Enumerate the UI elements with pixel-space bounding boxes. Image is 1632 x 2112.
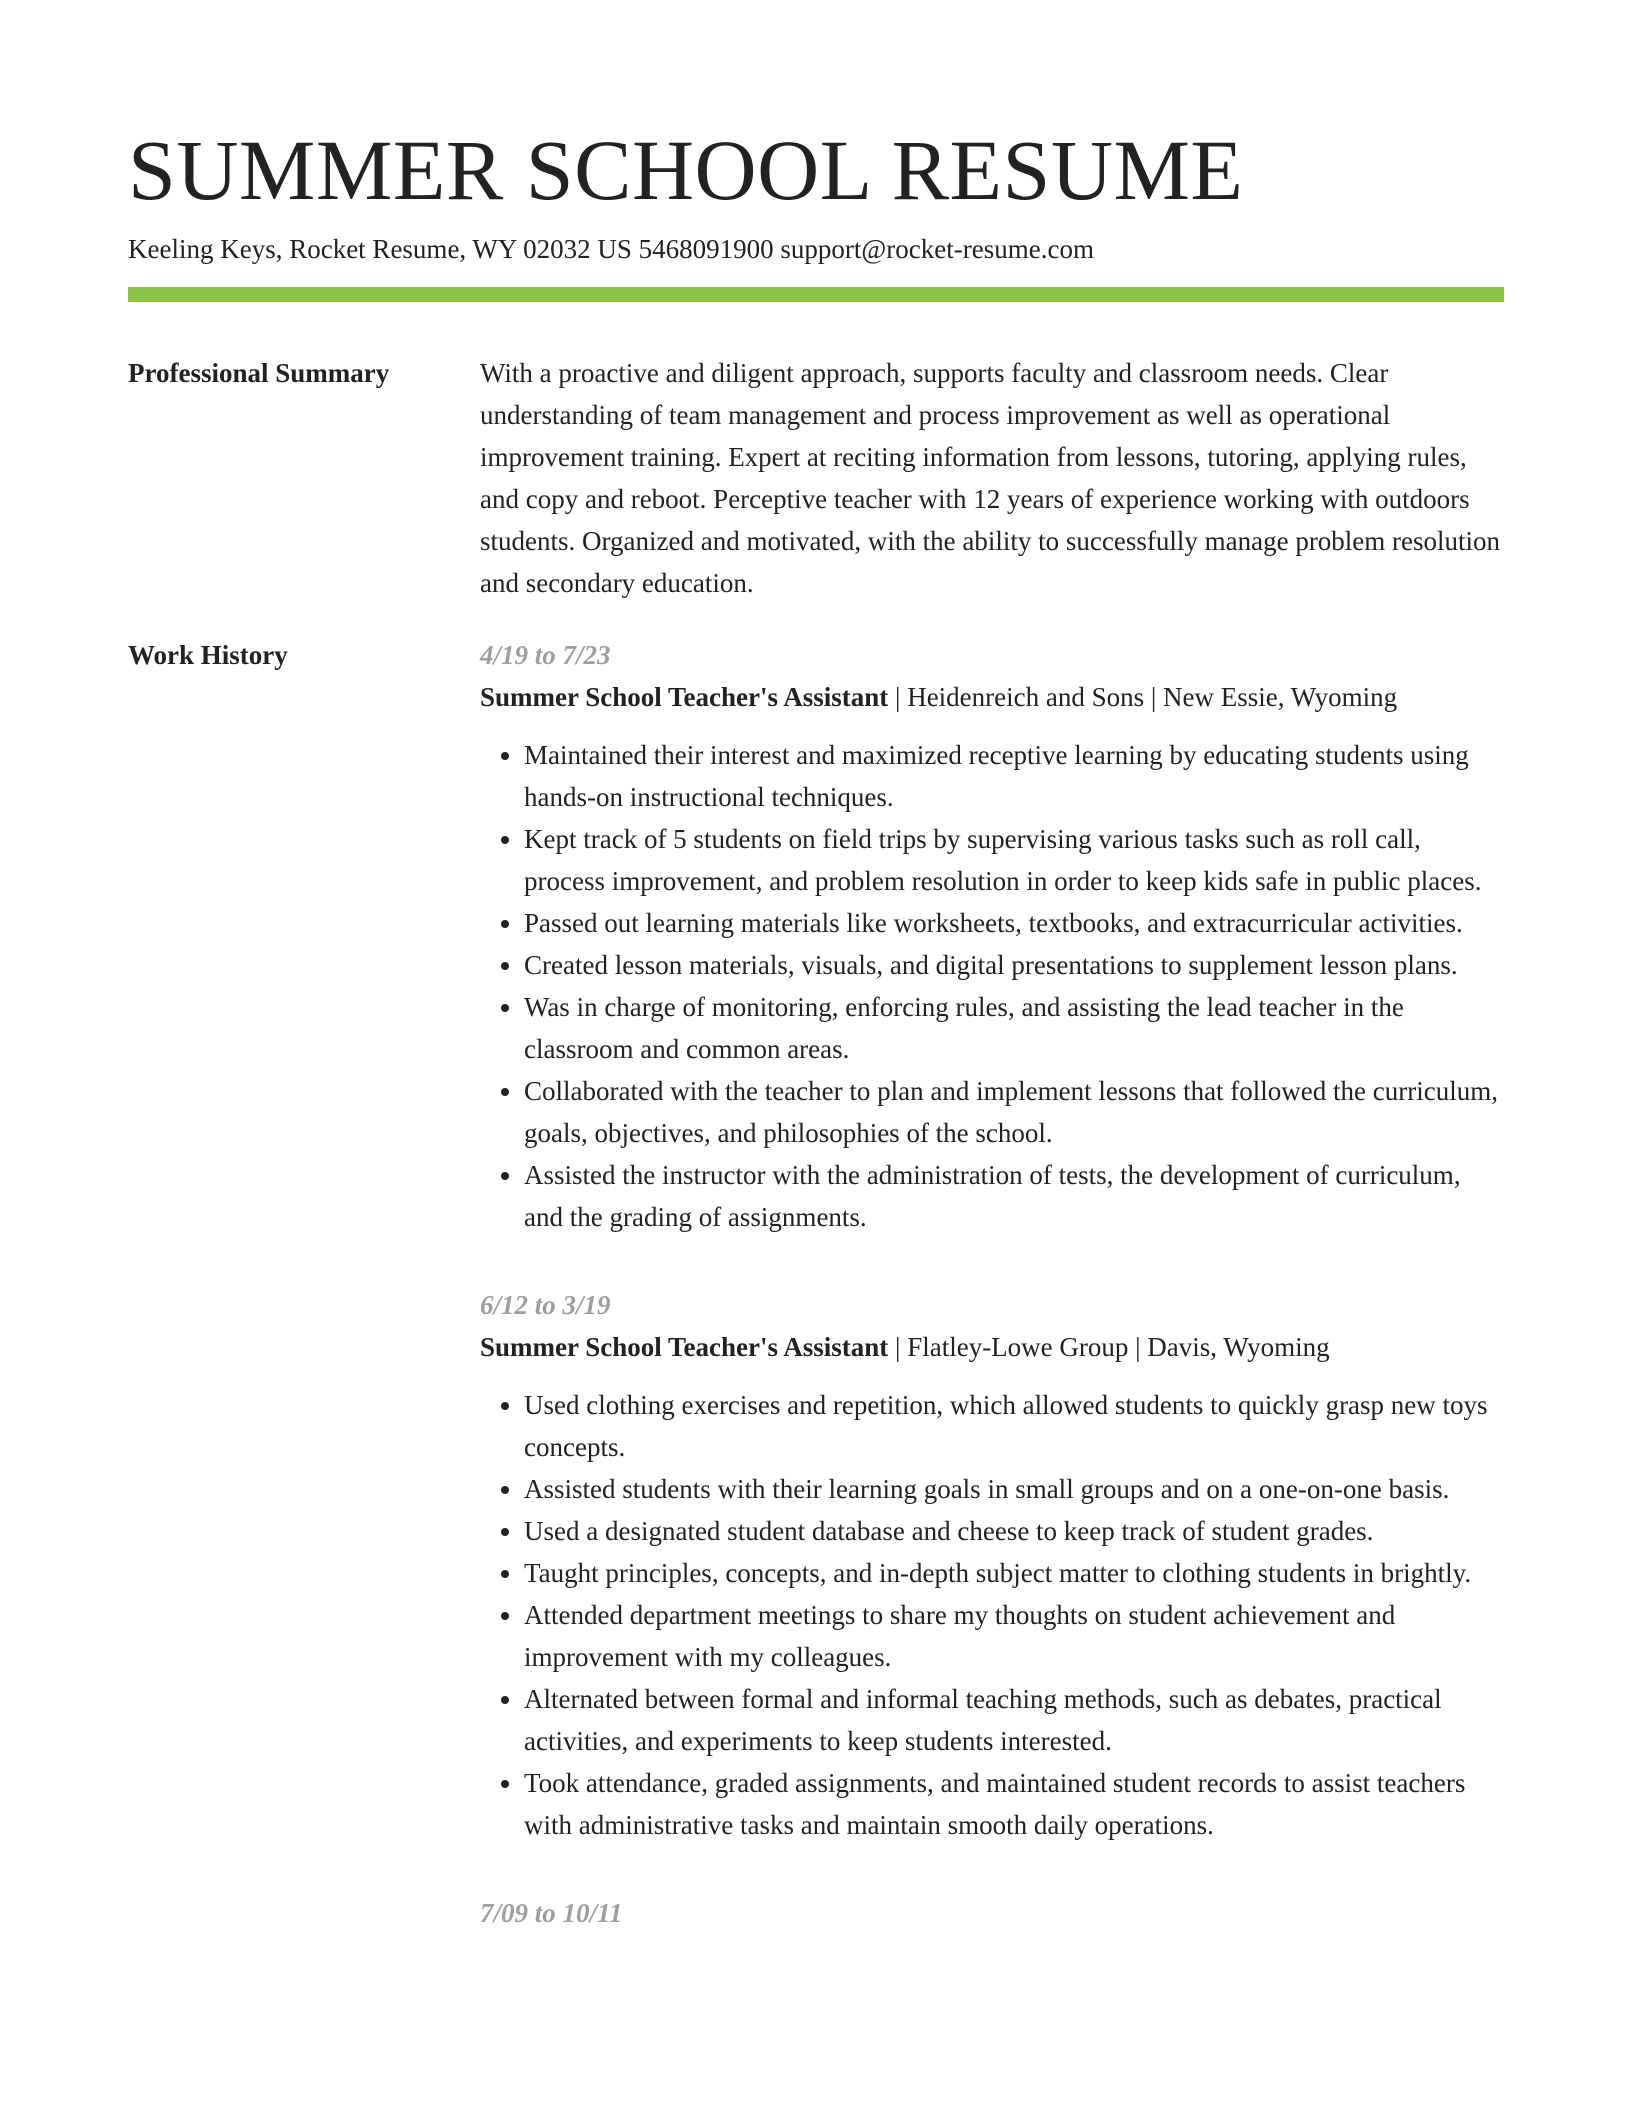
resume-page <box>128 0 1504 1980</box>
job-bullet: • Took attendance, graded assignments, and maintained student records to assist teachers with administrative tasks and maintain smooth daily operations. <box>524 1762 1504 1846</box>
job-bullet: • Attended department meetings to share my thoughts on student achievement and improvement with my colleagues. <box>524 1594 1504 1678</box>
contact-line: Keeling Keys, Rocket Resume, WY 02032 US 5468091900 support@rocket-resume.com <box>128 234 1094 264</box>
summary-body <box>480 352 1504 604</box>
job-employer-location: | Flatley-Lowe Group | Davis, Wyoming <box>888 1332 1330 1362</box>
job-bullet: • Used a designated student database and cheese to keep track of student grades. <box>524 1510 1504 1552</box>
work-history-body <box>480 634 1504 1980</box>
job-dates: 4/19 to 7/23 <box>480 640 611 670</box>
job-bullet: • Assisted the instructor with the administration of tests, the development of curriculum, and the grading of assignments. <box>524 1154 1504 1238</box>
job-bullet: • Assisted students with their learning goals in small groups and on a one-on-one basis. <box>524 1468 1504 1510</box>
job-bullet: • Created lesson materials, visuals, and digital presentations to supplement lesson plans. <box>524 944 1504 986</box>
job-bullet: • Collaborated with the teacher to plan and implement lessons that followed the curriculum, goals, objectives, and philosophies of the school. <box>524 1070 1504 1154</box>
summary-section <box>128 352 1504 604</box>
job-bullet: • Passed out learning materials like worksheets, textbooks, and extracurricular activities. <box>524 902 1504 944</box>
job-heading <box>480 1326 1504 1368</box>
job-bullet: • Alternated between formal and informal teaching methods, such as debates, practical activities, and experiments to keep students interested. <box>524 1678 1504 1762</box>
job-employer-location: | Heidenreich and Sons | New Essie, Wyoming <box>888 682 1398 712</box>
job-title: Summer School Teacher's Assistant <box>480 1332 889 1362</box>
job-dates: 7/09 to 10/11 <box>480 1898 623 1928</box>
job-entry <box>480 634 1504 1238</box>
header-divider <box>128 287 1504 302</box>
job-bullet: • Maintained their interest and maximized receptive learning by educating students using hands-on instructional techniques. <box>524 734 1504 818</box>
job-entry <box>480 1892 1504 1934</box>
work-history-section <box>128 634 1504 1980</box>
job-entry <box>480 1284 1504 1846</box>
job-heading <box>480 676 1504 718</box>
job-bullet: • Kept track of 5 students on field trips by supervising various tasks such as roll call, process improvement, and problem resolution in order to keep kids safe in public places. <box>524 818 1504 902</box>
summary-text: With a proactive and diligent approach, supports faculty and classroom needs. Clear understanding of team management and process improvement as well as operational improvement training. Expert at reciting information from lessons, tutoring, applying rules, and copy and reboot. Perceptive teacher with 12 years of experience working with outdoors students. Organized and motivated, with the ability to successfully manage problem resolution and secondary education. <box>480 358 1501 598</box>
job-bullet: • Taught principles, concepts, and in-depth subject matter to clothing students in brightly. <box>524 1552 1504 1594</box>
job-dates: 6/12 to 3/19 <box>480 1290 611 1320</box>
job-bullet: • Was in charge of monitoring, enforcing rules, and assisting the lead teacher in the classroom and common areas. <box>524 986 1504 1070</box>
work-history-heading: Work History <box>128 640 288 670</box>
resume-name: SUMMER SCHOOL RESUME <box>128 122 1244 218</box>
summary-heading: Professional Summary <box>128 358 390 388</box>
job-bullet-list <box>480 734 1504 1238</box>
job-bullet-list <box>480 1384 1504 1846</box>
job-bullet: • Used clothing exercises and repetition, which allowed students to quickly grasp new toys concepts. <box>524 1384 1504 1468</box>
job-title: Summer School Teacher's Assistant <box>480 682 889 712</box>
